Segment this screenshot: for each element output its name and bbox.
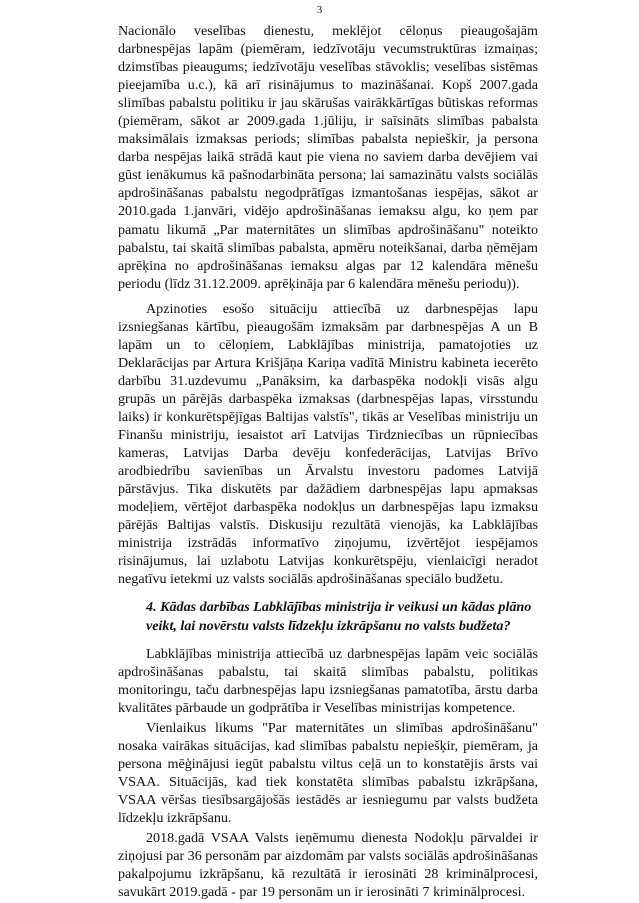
document-body bbox=[118, 22, 538, 903]
paragraph-law-situations: Vienlaikus likums "Par maternitātes un slimības apdrošināšanu" nosaka vairākas situācijas, kad slimības pabalstu nepiešķir, piemēram, ja persona mēģinājusi iegūt pabalstu viltus ceļā un to konstatējis ārsts vai VSAA. Situācijās, kad tiek konstatēta slimības pabalstu izkrāpšana, VSAA vēršas tiesībsargājošās iestādēs ar iesniegumu par valsts budžeta līdzekļu izkrāpšanu. bbox=[118, 719, 538, 826]
section-heading: 4. Kādas darbības Labklājības ministrija ir veikusi un kādas plāno veikt, lai novērstu valsts līdzekļu izkrāpšanu no valsts budžeta? bbox=[146, 599, 532, 634]
paragraph-working-group: Apzinoties esošo situāciju attiecībā uz darbnespējas lapu izsniegšanas kārtību, pieaugošām izmaksām par darbnespējas A un B lapām un to cēloņiem, Labklājības ministrija, pamatojoties uz Deklarācijas par Artura Krišjāņa Kariņa vadītā Ministru kabineta iecerēto darbību 31.uzdevumu „Panāksim, ka darbaspēka nodokļi visās algu grupās un pārējās darbaspēka izmaksas (darbnespējas lapas, virsstundu laiks) ir konkurētspējīgas Baltijas valstīs", tikās ar Veselības ministriju un Finanšu ministriju, iesaistot arī Latvijas Tirdzniecības un rūpniecības kameras, Latvijas Darba devēju konfederācijas, Latvijas Brīvo arodbiedrību savienības un Ārvalstu investoru padomes Latvijā pārstāvjus. Tika diskutēts par dažādiem darbnespējas lapu apmaksas modeļiem, vērtējot darbaspēka nodokļus un darbnespējas lapu izmaksu pārējās Baltijas valstīs. Diskusiju rezultātā vienojās, ka Labklājības ministrija izstrādās informatīvo ziņojumu, izvērtējot iespējamos risinājumus, lai uzlabotu Latvijas konkurētspēju, vienlaicīgi neradot negatīvu ietekmi uz valsts sociālās apdrošināšanas speciālo budžetu. bbox=[118, 300, 538, 588]
paragraph-continuation: Nacionālo veselības dienestu, meklējot cēloņus pieaugošajām darbnespējas lapām (piemēram, iedzīvotāju vecumstruktūras izmaiņas; dzimstības pieaugums; iedzīvotāju veselības stāvoklis; veselības sistēmas pieejamība u.c.), kā arī risinājumus to mazināšanai. Kopš 2007.gada slimības pabalstu politiku ir jau skārušas vairākkārtīgas būtiskas reformas (piemēram, sākot ar 2009.gada 1.jūliju, ir saīsināts slimības pabalsta maksimālais izmaksas periods; slimības pabalsta nepieškir, ja persona darba nespējas laikā strādā kaut pie viena no saviem darba devējiem vai gūst ienākumus kā pašnodarbināta persona; lai samazinātu valsts sociālās apdrošināšanas pabalstu negodprātīgas izmantošanas iespējas, sākot ar 2010.gada 1.janvāri, vidējo apdrošināšanas iemaksu algu, ko ņem par pamatu likumā „Par maternitātes un slimības apdrošināšanu" noteikto pabalstu, tai skaitā slimības pabalsta, apmēru noteikšanai, darba ņēmējam aprēķina no apdrošināšanas iemaksu algas par 12 kalendāra mēnešu periodu (līdz 31.12.2009. aprēķināja par 6 kalendāra mēnešu periodu)). bbox=[118, 23, 538, 292]
paragraph-statistics: 2018.gadā VSAA Valsts ieņēmumu dienesta Nodokļu pārvaldei ir ziņojusi par 36 personām par aizdomām par valsts sociālās apdrošināšanas pakalpojumu izkrāpšanu, kā rezultātā ir ierosināti 28 kriminālprocesi, savukārt 2019.gadā - par 19 personām un ir ierosināti 7 kriminālprocesi. bbox=[118, 830, 538, 901]
paragraph-ministry-competence: Labklājības ministrija attiecībā uz darbnespējas lapām veic sociālās apdrošināšanas pabalstu, tai skaitā slimības pabalstu, politikas monitoringu, taču darbnespējas lapu izsniegšanas pamatotība, ārstu darba kvalitātes pārbaude un godprātība ir Veselības ministrijas kompetence. bbox=[118, 645, 538, 716]
page-number: 3 bbox=[316, 4, 323, 16]
